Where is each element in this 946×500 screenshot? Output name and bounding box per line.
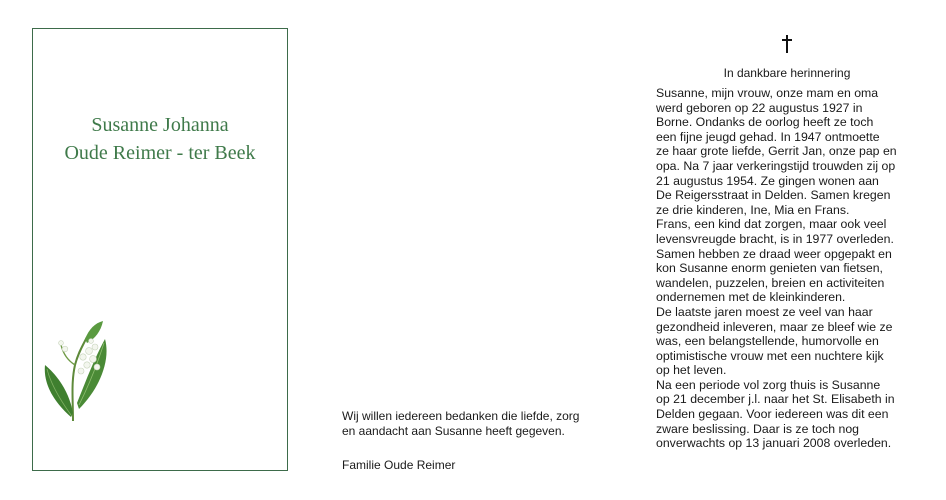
memorial-line: op 21 december j.l. naar het St. Elisabeth in [656, 392, 895, 407]
deceased-name [33, 111, 287, 167]
memorial-line: Frans, een kind dat zorgen, maar ook veel [656, 217, 887, 232]
memorial-line: De laatste jaren moest ze veel van haar [656, 304, 873, 319]
memorial-line: levensvreugde bracht, is in 1977 overleden. [656, 231, 894, 246]
front-card [32, 28, 288, 471]
memorial-line: 21 augustus 1954. Ze gingen wonen aan [656, 173, 879, 188]
memorial-line: ze drie kinderen, Ine, Mia en Frans. [656, 202, 850, 217]
memorial-line: wandelen, puzzelen, breien en activiteiten [656, 275, 885, 290]
memorial-line: Borne. Ondanks de oorlog heeft ze toch [656, 115, 874, 130]
memorial-text [656, 86, 946, 451]
memorial-line: opa. Na 7 jaar verkeringstijd trouwden zij op [656, 158, 896, 173]
memorial-line: zware beslissing. Daar is ze toch nog [656, 421, 859, 436]
memorial-line: werd geboren op 22 augustus 1927 in [656, 100, 863, 115]
memorial-line: op het leven. [656, 363, 727, 378]
thanks-line: en aandacht aan Susanne heeft gegeven. [342, 424, 565, 438]
family-signature: Familie Oude Reimer [342, 458, 456, 472]
thanks-message [342, 409, 622, 439]
memorial-line: Susanne, mijn vrouw, onze mam en oma [656, 86, 879, 100]
memorial-line: ondernemen met de kleinkinderen. [656, 290, 846, 305]
cross-icon [779, 35, 795, 53]
memorial-line: Delden gegaan. Voor iedereen was dit een [656, 407, 889, 422]
memorial-line: gezondheid inleveren, maar ze bleef wie ze [656, 319, 893, 334]
memorial-line: Samen hebben ze draad weer opgepakt en [656, 246, 892, 261]
memorial-heading: In dankbare herinnering [723, 66, 851, 80]
thanks-line: Wij willen iedereen bedanken die liefde, zorg [342, 409, 580, 423]
memorial-line: optimistische vrouw met een nuchtere kijk [656, 348, 884, 363]
name-line-1: Susanne Johanna [91, 114, 229, 136]
memorial-line: was, een belangstellende, humorvolle en [656, 334, 879, 349]
memorial-line: kon Susanne enorm genieten van fietsen, [656, 261, 883, 276]
name-line-2: Oude Reimer - ter Beek [64, 142, 256, 164]
memorial-line: ze haar grote liefde, Gerrit Jan, onze pap en [656, 144, 897, 159]
memorial-line: Na een periode vol zorg thuis is Susanne [656, 377, 881, 392]
memorial-line: een fijne jeugd gehad. In 1947 ontmoette [656, 129, 880, 144]
lily-of-the-valley-icon [37, 305, 115, 421]
memorial-line: onverwachts op 13 januari 2008 overleden. [656, 436, 892, 451]
memorial-line: De Reigersstraat in Delden. Samen kregen [656, 188, 891, 203]
